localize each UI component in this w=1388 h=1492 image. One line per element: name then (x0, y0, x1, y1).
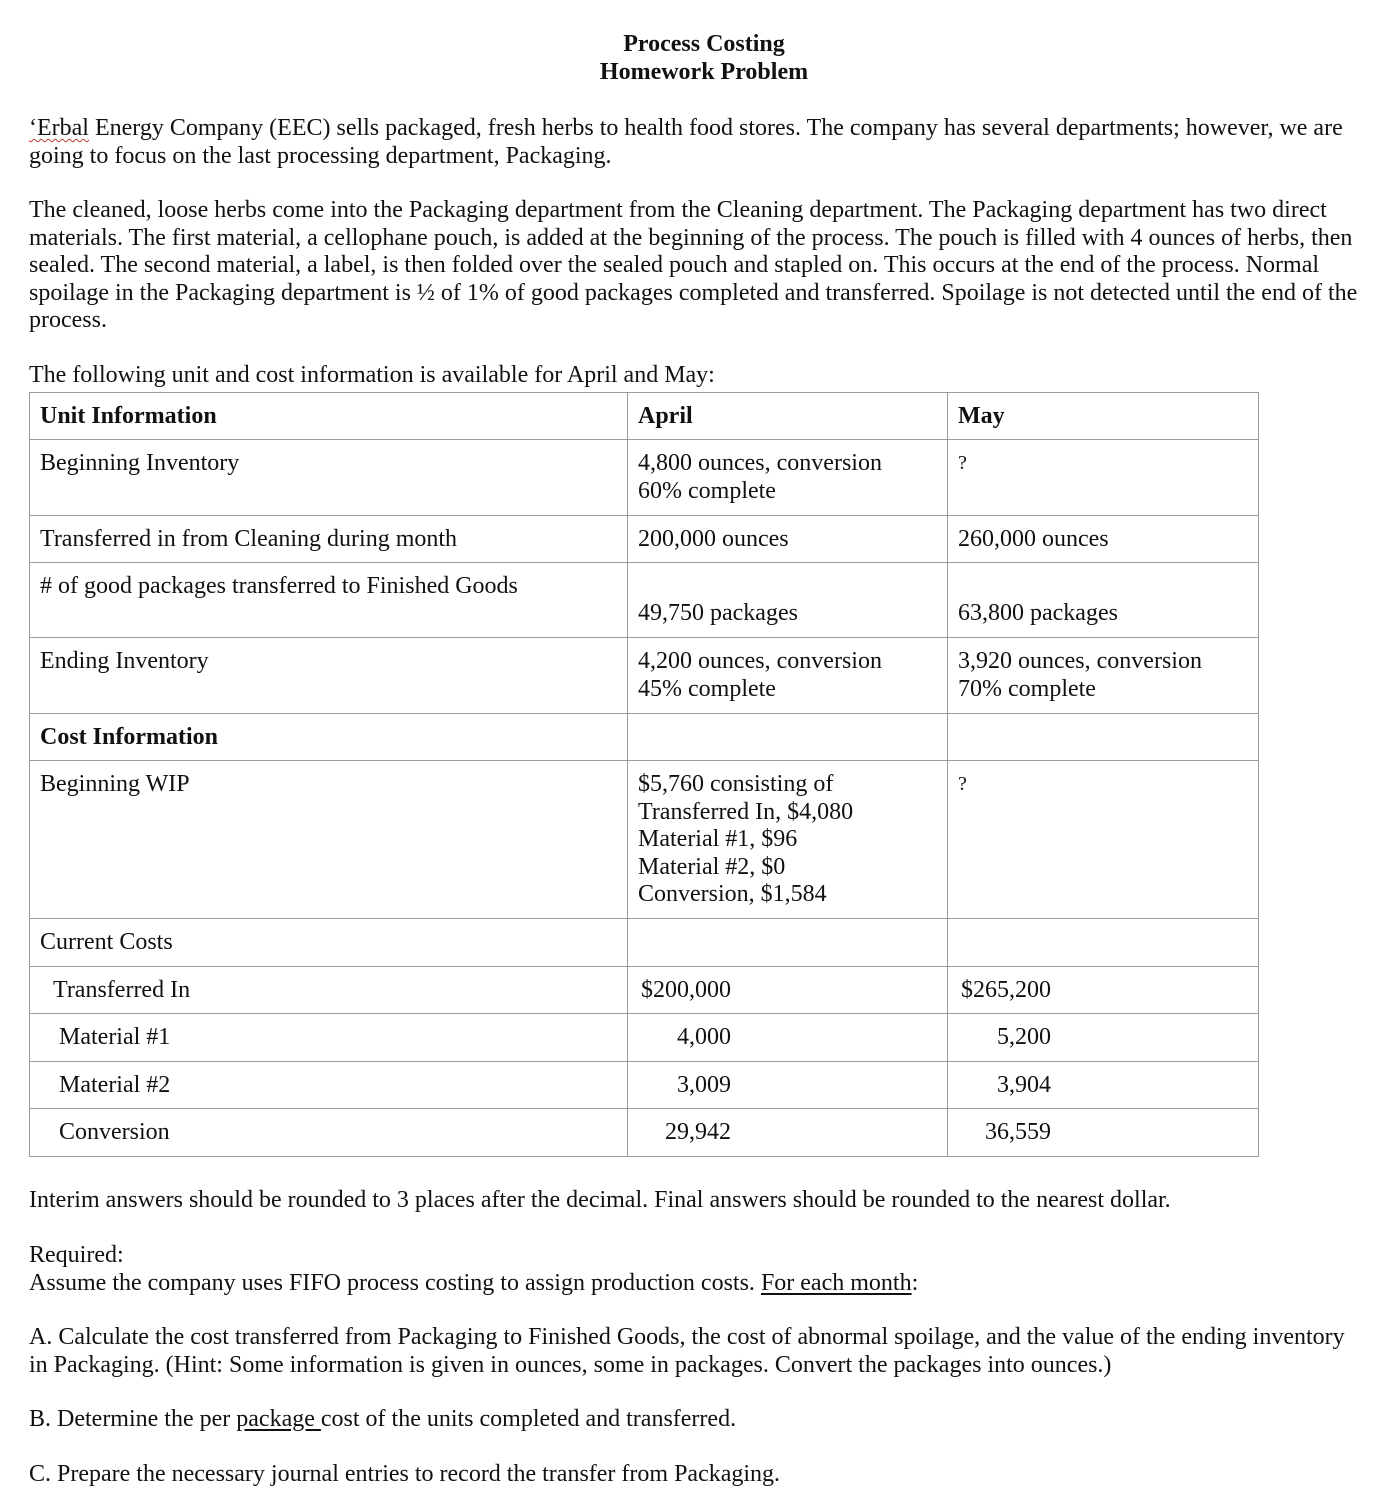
row-label-beginning-wip: Beginning WIP (40, 771, 190, 797)
cc-material-2-april: 3,009 (677, 1072, 731, 1098)
table-row (30, 967, 1259, 1014)
ending-inventory-may-line1: 3,920 ounces, conversion (958, 648, 1202, 674)
row-label-transferred-in: Transferred in from Cleaning during month (40, 526, 458, 552)
ending-inventory-april-line1: 4,200 ounces, conversion (638, 648, 882, 674)
part-c: C. Prepare the necessary journal entries to record the transfer from Packaging. (29, 1461, 781, 1487)
beginning-wip-may: ? (958, 773, 967, 795)
for-each-month: For each month (760, 1269, 912, 1296)
header-april: April (638, 403, 693, 429)
table-row (30, 1014, 1259, 1062)
section-current-costs: Current Costs (40, 929, 173, 955)
part-b-package: package (236, 1406, 321, 1432)
ending-inventory-april-line2: 45% complete (638, 675, 776, 702)
intro-paragraph-2: The cleaned, loose herbs come into the Packaging department from the Cleaning department. The Packaging department has two direct materials. The first material, a cellophane pouch, is added at the beginning of the process. The pouch is filled with 4 ounces of herbs, then sealed. The second material, a label, is then folded over the sealed pouch and stapled on. This occurs at the end of the process. Normal spoilage in the Packaging department is ½ of 1% of good packages completed and transferred. Spoilage is not detected until the end of the process. (29, 197, 1358, 333)
beginning-inventory-april (628, 440, 947, 505)
part-b-suffix: cost of the units completed and transferred. (320, 1406, 737, 1432)
row-label-cc-conversion: Conversion (59, 1119, 170, 1145)
beginning-wip-april (628, 761, 947, 909)
part-b-prefix: B. Determine the per (29, 1406, 237, 1432)
row-label-cc-material-2: Material #2 (59, 1072, 171, 1098)
cc-material-1-may: 5,200 (997, 1024, 1051, 1050)
cc-material-2-may: 3,904 (997, 1072, 1051, 1098)
intro-paragraph-1 (29, 115, 1369, 170)
page-subtitle: Homework Problem (599, 59, 809, 85)
beginning-wip-april-line: Transferred In, $4,080 (638, 798, 854, 825)
row-label-good-packages: # of good packages transferred to Finished Goods (40, 573, 518, 599)
table-row (30, 1062, 1259, 1109)
row-label-cc-material-1: Material #1 (59, 1024, 171, 1050)
beginning-wip-april-line: $5,760 consisting of (638, 771, 834, 797)
table-row (30, 440, 1259, 516)
beginning-wip-april-line: Material #1, $96 (638, 826, 798, 852)
beginning-wip-april-line: Material #2, $0 (638, 853, 786, 880)
intro-paragraph-1-text: Energy Company (EEC) sells packaged, fresh herbs to health food stores. The company has several departments; however, we are going to focus on the last processing department, Packaging. (29, 115, 1343, 169)
page-title: Process Costing (623, 31, 785, 57)
beginning-inventory-april-line2: 60% complete (638, 477, 776, 504)
cc-conversion-april: 29,942 (665, 1119, 731, 1145)
table-row (30, 516, 1259, 563)
cc-transferred-in-may: $265,200 (961, 977, 1051, 1003)
table-row (30, 1109, 1259, 1157)
table-header-row (30, 393, 1259, 440)
row-label-cc-transferred-in: Transferred In (53, 977, 191, 1003)
transferred-in-april: 200,000 ounces (638, 526, 789, 552)
company-name-misspelled: ‘Erbal (29, 115, 89, 141)
part-a: A. Calculate the cost transferred from Packaging to Finished Goods, the cost of abnormal spoilage, and the value of the ending inventory in Packaging. (Hint: Some information is given in ounces, some in packages. Convert the packages into ounces.) (29, 1324, 1345, 1378)
ending-inventory-april (628, 638, 947, 703)
beginning-inventory-may: ? (958, 452, 967, 474)
ending-inventory-may (948, 638, 1258, 703)
good-packages-may: 63,800 packages (958, 600, 1118, 626)
row-label-beginning-inventory: Beginning Inventory (40, 450, 240, 476)
cc-transferred-in-april: $200,000 (641, 977, 731, 1003)
row-label-ending-inventory: Ending Inventory (40, 648, 209, 674)
rounding-note: Interim answers should be rounded to 3 places after the decimal. Final answers should be rounded to the nearest dollar. (29, 1187, 1171, 1213)
part-b (29, 1406, 1369, 1434)
table-row (30, 638, 1259, 714)
required-colon: : (911, 1269, 919, 1296)
cc-conversion-may: 36,559 (985, 1119, 1051, 1145)
required-section (29, 1242, 1369, 1297)
good-packages-april: 49,750 packages (638, 600, 798, 626)
transferred-in-may: 260,000 ounces (958, 526, 1109, 552)
intro-paragraph-3: The following unit and cost information is available for April and May: (29, 362, 715, 388)
table-row (30, 761, 1259, 919)
beginning-inventory-april-line1: 4,800 ounces, conversion (638, 450, 882, 476)
assume-text: Assume the company uses FIFO process costing to assign production costs. (29, 1269, 761, 1296)
required-label: Required: (29, 1242, 124, 1268)
header-unit-information: Unit Information (40, 403, 217, 429)
header-may: May (958, 403, 1005, 429)
ending-inventory-may-line2: 70% complete (958, 675, 1096, 702)
unit-cost-table (29, 392, 1259, 1157)
beginning-wip-april-line: Conversion, $1,584 (638, 881, 827, 907)
table-row (30, 563, 1259, 638)
section-cost-information: Cost Information (40, 724, 218, 750)
table-section-row (30, 714, 1259, 761)
table-section-row (30, 919, 1259, 967)
cc-material-1-april: 4,000 (677, 1024, 731, 1050)
